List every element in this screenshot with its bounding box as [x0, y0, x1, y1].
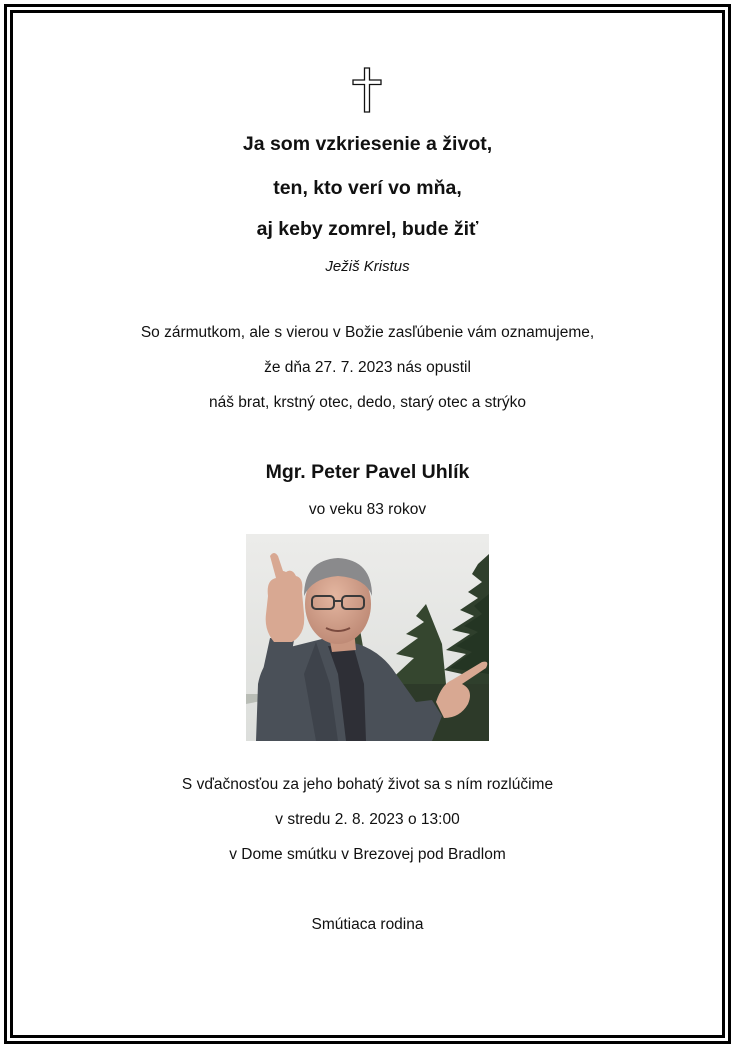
funeral-line-1: S vďačnosťou za jeho bohatý život sa s ním rozlúčime	[181, 776, 554, 793]
deceased-name: Mgr. Peter Pavel Uhlík	[265, 461, 470, 483]
funeral-line-2: v stredu 2. 8. 2023 o 13:00	[275, 811, 460, 828]
announcement-line-1: So zármutkom, ale s vierou v Božie zasľúbenie vám oznamujeme,	[140, 324, 595, 341]
verse-line-2: ten, kto verí vo mňa,	[273, 177, 462, 199]
funeral-line-3: v Dome smútku v Brezovej pod Bradlom	[229, 846, 506, 863]
family-signature: Smútiaca rodina	[311, 916, 424, 933]
verse-attribution: Ježiš Kristus	[325, 258, 410, 275]
announcement-line-2: že dňa 27. 7. 2023 nás opustil	[264, 359, 471, 376]
inner-border	[10, 10, 725, 1038]
verse-line-3: aj keby zomrel, bude žiť	[256, 218, 479, 240]
portrait-photo	[246, 534, 489, 741]
deceased-age: vo veku 83 rokov	[308, 501, 427, 518]
verse-line-1: Ja som vzkriesenie a život,	[242, 133, 493, 155]
announcement-line-3: náš brat, krstný otec, dedo, starý otec a strýko	[208, 394, 527, 411]
cross-icon	[352, 67, 382, 113]
